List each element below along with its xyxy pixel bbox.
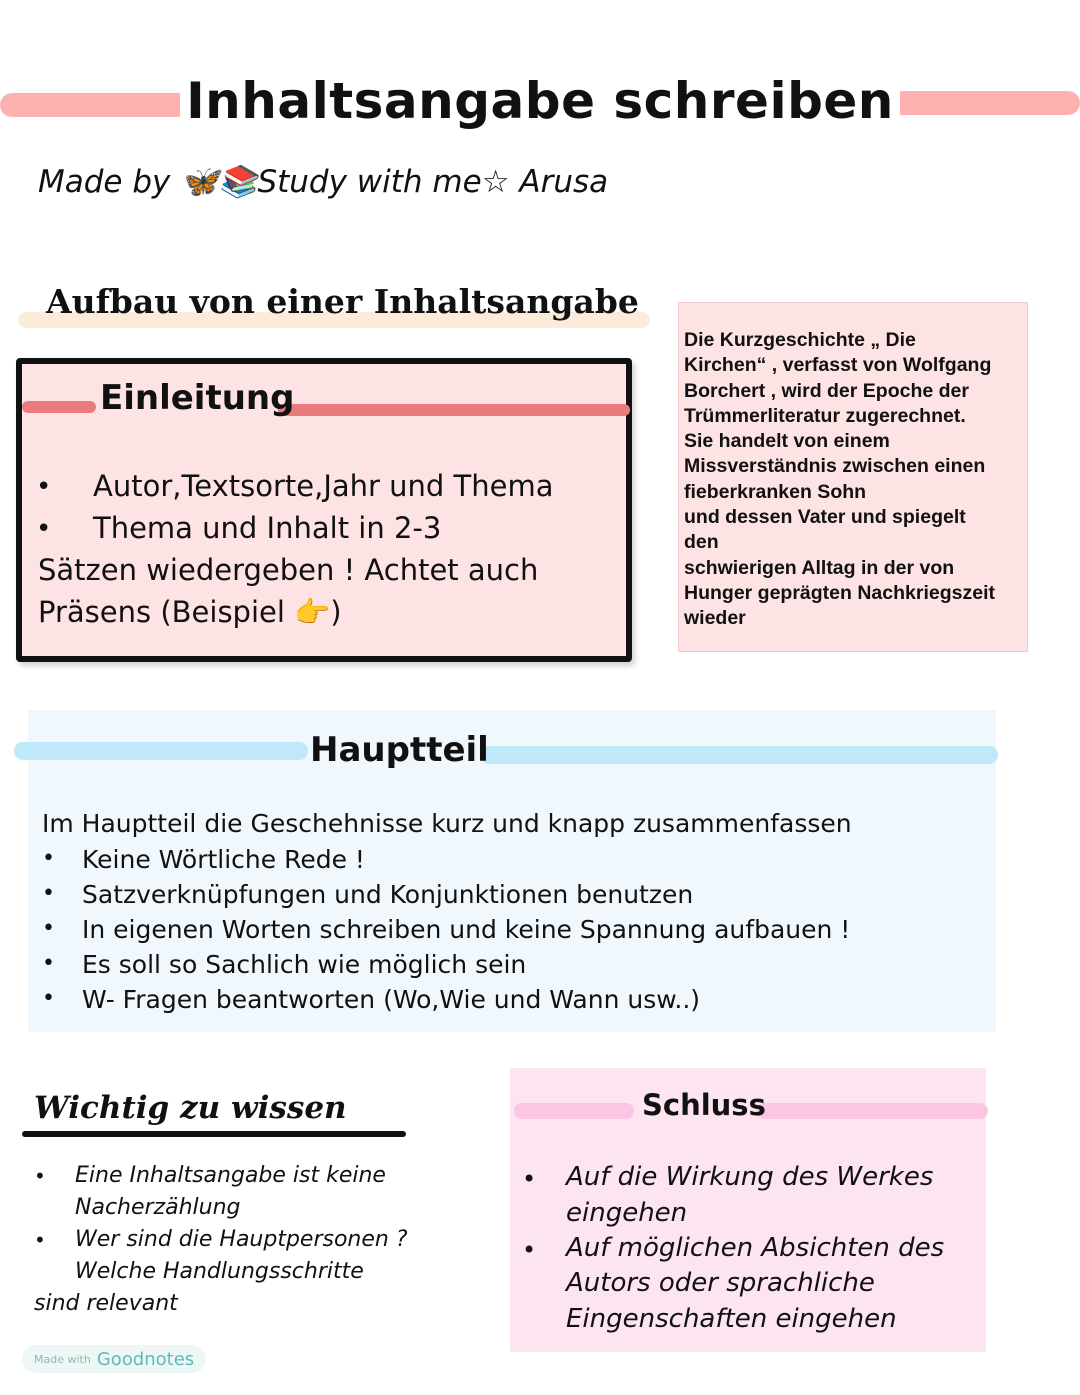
einleitung-title: Einleitung (100, 378, 295, 418)
watermark-brand: Goodnotes (96, 1348, 195, 1370)
author-study: Study with me (257, 164, 482, 200)
example-text (684, 328, 1024, 632)
einleitung-line-3: Sätzen wiedergeben ! Achtet auch (38, 553, 539, 587)
bullet-icon: • (522, 1165, 537, 1193)
bullet-icon: • (42, 846, 55, 871)
bullet-icon: • (42, 916, 55, 941)
hauptteil-bullet-1: Keine Wörtliche Rede ! (82, 845, 365, 874)
example-line: und dessen Vater und spiegelt (684, 506, 966, 529)
bullet-icon: • (42, 986, 55, 1011)
hauptteil-bar-left (14, 742, 308, 760)
star-icon: ☆ (481, 164, 510, 200)
einleitung-bullet-2: Thema und Inhalt in 2-3 (93, 511, 442, 545)
hauptteil-bullet-2: Satzverknüpfungen und Konjunktionen benutzen (82, 880, 694, 909)
example-line: Missverständnis zwischen einen (684, 455, 986, 478)
einleitung-bar-left (22, 401, 96, 413)
hauptteil-bullet-5: W- Fragen beantworten (Wo,Wie und Wann usw..) (82, 985, 701, 1014)
hauptteil-bullet-3: In eigenen Worten schreiben und keine Spannung aufbauen ! (82, 915, 851, 944)
bullet-icon: • (42, 881, 55, 906)
schluss-title: Schluss (642, 1088, 766, 1122)
wichtig-title: Wichtig zu wissen (34, 1090, 347, 1126)
example-line: Hunger geprägten Nachkriegszeit (684, 581, 995, 604)
hauptteil-title: Hauptteil (310, 730, 489, 770)
bullet-icon: • (36, 514, 52, 544)
wichtig-line-1: Eine Inhaltsangabe ist keine (75, 1163, 386, 1188)
example-line: Die Kurzgeschichte „ Die (684, 329, 916, 351)
example-line: fieberkranken Sohn (684, 480, 867, 503)
example-line: Borchert , wird der Epoche der (684, 379, 969, 402)
goodnotes-watermark (22, 1345, 206, 1373)
example-line: wieder (684, 607, 746, 630)
books-icon: 📚 (218, 164, 258, 200)
wichtig-line-5: sind relevant (34, 1291, 178, 1316)
schluss-bar-right (756, 1103, 988, 1119)
page-title (0, 72, 1080, 130)
aufbau-heading: Aufbau von einer Inhaltsangabe (46, 282, 639, 321)
schluss-line-1: Auf die Wirkung des Werkes (566, 1162, 934, 1192)
bullet-icon: • (34, 1228, 46, 1252)
butterfly-icon: 🦋 (180, 164, 219, 200)
example-line: den (684, 531, 719, 554)
hauptteil-intro: Im Hauptteil die Geschehnisse kurz und knapp zusammenfassen (42, 809, 852, 838)
schluss-line-5: Eingenschaften eingehen (566, 1304, 897, 1334)
bullet-icon: • (34, 1164, 46, 1188)
example-line: schwierigen Alltag in der von (684, 556, 955, 579)
einleitung-line-4 (38, 595, 342, 630)
author-name: Arusa (519, 164, 609, 200)
schluss-bar-left (514, 1103, 634, 1119)
schluss-line-2: eingehen (566, 1198, 688, 1228)
bullet-icon: • (36, 472, 52, 502)
schluss-line-4: Autors oder sprachliche (566, 1268, 875, 1298)
wichtig-line-3: Wer sind die Hauptpersonen ? (75, 1227, 408, 1252)
hauptteil-bar-right (480, 746, 998, 764)
pointing-hand-icon: 👉 (294, 595, 331, 629)
schluss-line-3: Auf möglichen Absichten des (566, 1233, 945, 1263)
author-line (38, 163, 608, 200)
einleitung-line-4-text: Präsens (Beispiel (38, 595, 285, 629)
watermark-made-with: Made with (34, 1352, 91, 1366)
example-line: Sie handelt von einem (684, 430, 890, 453)
einleitung-line-4-end: ) (330, 595, 342, 629)
example-line: Kirchen“ , verfasst von Wolfgang (684, 354, 992, 377)
wichtig-line-4: Welche Handlungsschritte (75, 1259, 364, 1284)
author-prefix: Made by (38, 164, 171, 200)
einleitung-bar-right (278, 404, 630, 416)
example-line: Trümmerliteratur zugerechnet. (684, 404, 966, 427)
hauptteil-bullet-4: Es soll so Sachlich wie möglich sein (82, 950, 527, 979)
bullet-icon: • (522, 1236, 537, 1264)
wichtig-underline (22, 1131, 406, 1137)
page-title-text: Inhaltsangabe schreiben (180, 72, 900, 130)
wichtig-line-2: Nacherzählung (75, 1195, 241, 1220)
bullet-icon: • (42, 951, 55, 976)
einleitung-bullet-1: Autor,Textsorte,Jahr und Thema (93, 469, 554, 503)
